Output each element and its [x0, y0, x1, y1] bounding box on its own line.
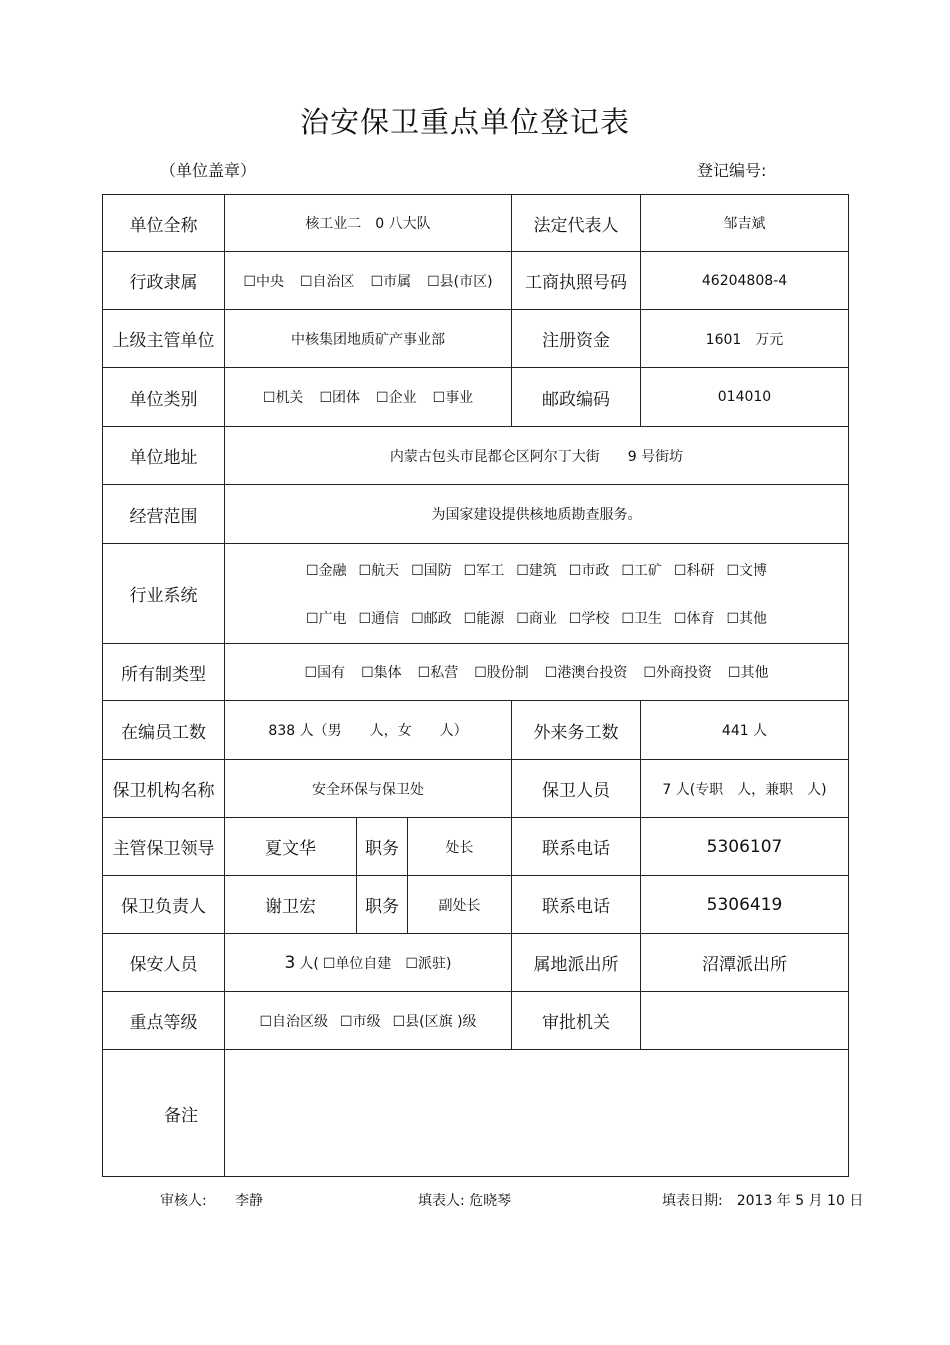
unit-name-value: 核工业二 0 八大队	[224, 194, 512, 252]
industry-option[interactable]: ☐ 金融	[306, 560, 347, 580]
industry-option[interactable]: ☐ 其他	[726, 608, 767, 628]
fill-date: 填表日期: 2013 年 5 月 10 日	[662, 1193, 864, 1209]
industry-option[interactable]: ☐ 通信	[359, 608, 400, 628]
industry-option[interactable]: ☐ 建筑	[516, 560, 557, 580]
ownership-option[interactable]: ☐ 国有	[305, 662, 346, 682]
lead-phone-label: 联系电话	[511, 817, 641, 876]
business-scope-value: 为国家建设提供核地质勘查服务。	[224, 484, 849, 544]
approval-label: 审批机关	[511, 991, 641, 1050]
admin-affiliation-label: 行政隶属	[102, 251, 225, 310]
ownership-option[interactable]: ☐ 私营	[418, 662, 459, 682]
head-post-label: 职务	[356, 875, 408, 934]
industry-option[interactable]: ☐ 文博	[726, 560, 767, 580]
admin-option-city[interactable]: ☐ 市属	[371, 271, 412, 291]
level-option-city[interactable]: ☐ 市级	[340, 1011, 381, 1031]
security-staff-count: 3	[284, 952, 296, 973]
admin-affiliation-options	[224, 251, 512, 310]
unit-type-organ[interactable]: ☐ 机关	[263, 387, 304, 407]
security-staff-label: 保安人员	[102, 933, 225, 992]
registered-capital-label: 注册资金	[511, 309, 641, 368]
level-options	[224, 991, 512, 1050]
ownership-option[interactable]: ☐ 外商投资	[643, 662, 712, 682]
license-number-value: 46204808-4	[640, 251, 849, 310]
industry-option[interactable]: ☐ 学校	[569, 608, 610, 628]
reviewer-label: 审核人:	[160, 1193, 207, 1209]
remarks-label: 备注	[102, 1049, 225, 1177]
industry-option[interactable]: ☐ 卫生	[621, 608, 662, 628]
lead-post-label: 职务	[356, 817, 408, 876]
reviewer-name: 李静	[235, 1193, 263, 1209]
head-phone-label: 联系电话	[511, 875, 641, 934]
lead-post-value: 处长	[407, 817, 512, 876]
unit-stamp-label: （单位盖章）	[160, 161, 257, 180]
lead-name: 夏文华	[224, 817, 357, 876]
license-number-label: 工商执照号码	[511, 251, 641, 310]
security-head-label: 保卫负责人	[102, 875, 225, 934]
industry-option[interactable]: ☐ 商业	[516, 608, 557, 628]
head-phone-value: 5306419	[640, 875, 849, 934]
police-station-label: 属地派出所	[511, 933, 641, 992]
approval-value	[640, 991, 849, 1050]
admin-option-region[interactable]: ☐ 自治区	[300, 271, 355, 291]
level-label: 重点等级	[102, 991, 225, 1050]
legal-rep-label: 法定代表人	[511, 194, 641, 252]
postcode-label: 邮政编码	[511, 367, 641, 427]
unit-type-group[interactable]: ☐ 团体	[319, 387, 360, 407]
ownership-option[interactable]: ☐ 股份制	[474, 662, 529, 682]
security-staff-dispatched-option[interactable]: ☐ 派驻)	[405, 953, 451, 973]
industry-option[interactable]: ☐ 军工	[464, 560, 505, 580]
staff-count-label: 在编员工数	[102, 700, 225, 760]
guards-value: 7 人(专职 人，兼职 人)	[640, 759, 849, 818]
remarks-value	[224, 1049, 849, 1177]
security-org-label: 保卫机构名称	[102, 759, 225, 818]
industry-option[interactable]: ☐ 体育	[674, 608, 715, 628]
legal-rep-value: 邹吉斌	[640, 194, 849, 252]
filler-info: 填表人: 危晓琴	[418, 1193, 512, 1209]
form-title: 治安保卫重点单位登记表	[299, 105, 630, 139]
registered-capital-value: 1601 万元	[640, 309, 849, 368]
unit-type-label: 单位类别	[102, 367, 225, 427]
industry-option[interactable]: ☐ 广电	[306, 608, 347, 628]
unit-type-enterprise[interactable]: ☐ 企业	[376, 387, 417, 407]
police-station-value: 沼潭派出所	[640, 933, 849, 992]
industry-row-1	[300, 560, 773, 580]
address-label: 单位地址	[102, 426, 225, 485]
outside-workers-value: 441 人	[640, 700, 849, 760]
ownership-option[interactable]: ☐ 集体	[361, 662, 402, 682]
industry-option[interactable]: ☐ 工矿	[621, 560, 662, 580]
ownership-label: 所有制类型	[102, 643, 225, 701]
industry-option[interactable]: ☐ 国防	[411, 560, 452, 580]
registration-number-label: 登记编号:	[697, 161, 767, 180]
industry-option[interactable]: ☐ 科研	[674, 560, 715, 580]
lead-phone-value: 5306107	[640, 817, 849, 876]
staff-count-value: 838 人（男 人，女 人）	[224, 700, 512, 760]
industry-option[interactable]: ☐ 市政	[569, 560, 610, 580]
industry-label: 行业系统	[102, 543, 225, 644]
ownership-option[interactable]: ☐ 其他	[728, 662, 769, 682]
admin-option-county[interactable]: ☐ 县(市区)	[427, 271, 493, 291]
head-post-value: 副处长	[407, 875, 512, 934]
guards-label: 保卫人员	[511, 759, 641, 818]
security-org-value: 安全环保与保卫处	[224, 759, 512, 818]
unit-type-options	[224, 367, 512, 427]
industry-options	[224, 543, 849, 644]
unit-name-label: 单位全称	[102, 194, 225, 252]
security-head-name: 谢卫宏	[224, 875, 357, 934]
business-scope-label: 经营范围	[102, 484, 225, 544]
ownership-option[interactable]: ☐ 港澳台投资	[545, 662, 628, 682]
industry-row-2	[300, 608, 773, 628]
address-value: 内蒙古包头市昆都仑区阿尔丁大街 9 号街坊	[224, 426, 849, 485]
security-staff-self-built-option[interactable]: ☐ 单位自建	[323, 953, 392, 973]
industry-option[interactable]: ☐ 邮政	[411, 608, 452, 628]
lead-label: 主管保卫领导	[102, 817, 225, 876]
admin-option-central[interactable]: ☐ 中央	[243, 271, 284, 291]
security-staff-value	[224, 933, 512, 992]
ownership-options	[224, 643, 849, 701]
registration-table	[102, 194, 849, 1177]
industry-option[interactable]: ☐ 航天	[359, 560, 400, 580]
level-option-region[interactable]: ☐ 自治区级	[259, 1011, 328, 1031]
security-staff-unit: 人(	[299, 955, 319, 972]
industry-option[interactable]: ☐ 能源	[464, 608, 505, 628]
unit-type-institution[interactable]: ☐ 事业	[433, 387, 474, 407]
superior-unit-label: 上级主管单位	[102, 309, 225, 368]
level-option-county[interactable]: ☐ 县(区旗 )级	[393, 1011, 477, 1031]
postcode-value: 014010	[640, 367, 849, 427]
outside-workers-label: 外来务工数	[511, 700, 641, 760]
superior-unit-value: 中核集团地质矿产事业部	[224, 309, 512, 368]
